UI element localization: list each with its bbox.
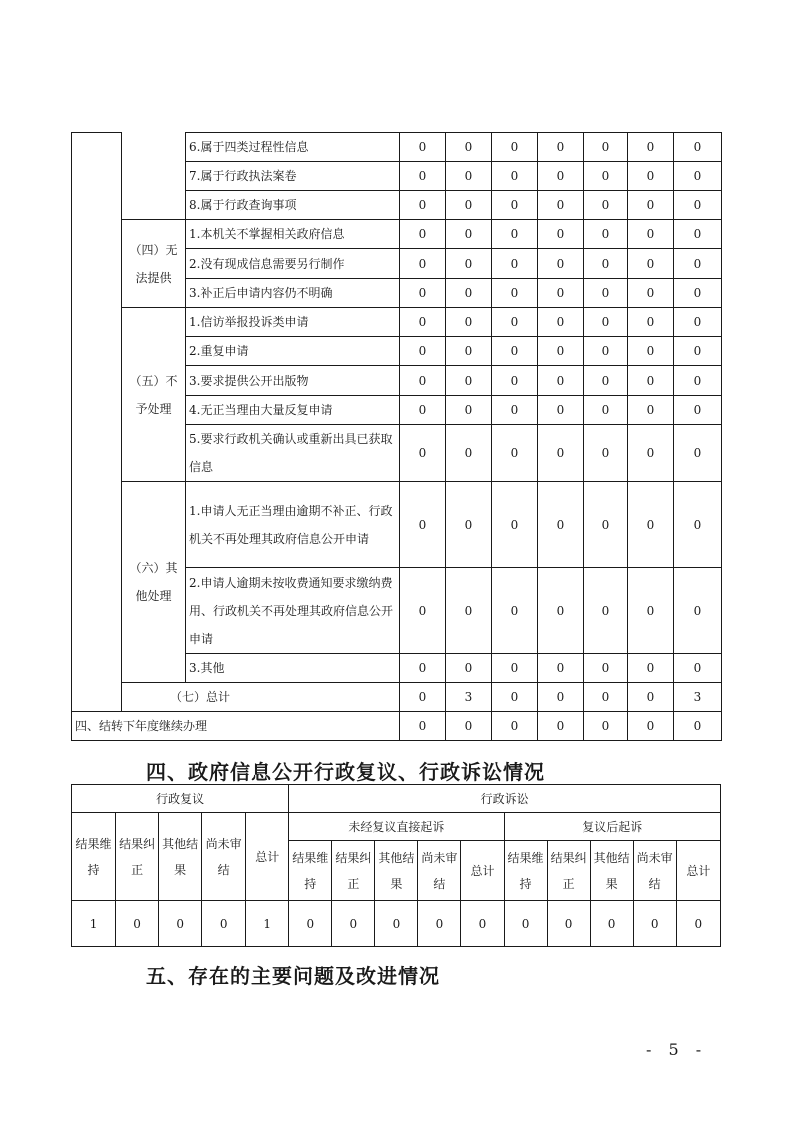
value-cell: 0 bbox=[584, 425, 628, 482]
review-col-label: 总计 bbox=[246, 813, 289, 901]
value-cell: 0 bbox=[584, 279, 628, 308]
value-cell: 0 bbox=[418, 901, 461, 947]
value-cell: 0 bbox=[628, 366, 674, 396]
value-cell: 0 bbox=[538, 712, 584, 741]
value-cell: 0 bbox=[446, 191, 492, 220]
value-cell: 0 bbox=[492, 712, 538, 741]
value-cell: 0 bbox=[584, 654, 628, 683]
value-cell: 0 bbox=[547, 901, 590, 947]
value-cell: 0 bbox=[202, 901, 246, 947]
value-cell: 0 bbox=[538, 654, 584, 683]
value-cell: 0 bbox=[400, 337, 446, 366]
total-label: （七）总计 bbox=[122, 683, 400, 712]
row-label: 2.没有现成信息需要另行制作 bbox=[186, 249, 400, 279]
value-cell: 0 bbox=[584, 337, 628, 366]
value-cell: 0 bbox=[492, 220, 538, 249]
value-cell: 0 bbox=[674, 396, 722, 425]
value-cell: 0 bbox=[538, 279, 584, 308]
value-cell: 0 bbox=[400, 308, 446, 337]
group-label: （六）其他处理 bbox=[122, 482, 186, 683]
value-cell: 0 bbox=[628, 482, 674, 568]
table-row bbox=[72, 133, 722, 162]
value-cell: 0 bbox=[628, 279, 674, 308]
litigation-col-label: 结果维持 bbox=[289, 841, 332, 901]
value-cell: 0 bbox=[674, 191, 722, 220]
value-cell: 0 bbox=[674, 220, 722, 249]
value-cell: 0 bbox=[446, 220, 492, 249]
value-cell: 0 bbox=[400, 425, 446, 482]
litigation-col-label: 其他结果 bbox=[590, 841, 633, 901]
value-cell: 0 bbox=[446, 396, 492, 425]
value-cell: 0 bbox=[590, 901, 633, 947]
value-cell: 0 bbox=[674, 279, 722, 308]
litigation-header: 行政诉讼 bbox=[289, 785, 721, 813]
value-cell: 0 bbox=[538, 366, 584, 396]
table-row bbox=[72, 220, 722, 249]
value-cell: 0 bbox=[674, 308, 722, 337]
value-cell: 0 bbox=[628, 425, 674, 482]
value-cell: 0 bbox=[538, 396, 584, 425]
value-cell: 0 bbox=[628, 337, 674, 366]
value-cell: 3 bbox=[446, 683, 492, 712]
row-label: 1.申请人无正当理由逾期不补正、行政机关不再处理其政府信息公开申请 bbox=[186, 482, 400, 568]
value-cell: 0 bbox=[628, 712, 674, 741]
value-cell: 0 bbox=[628, 249, 674, 279]
litigation-col-label: 总计 bbox=[676, 841, 720, 901]
review-col-label: 结果纠正 bbox=[116, 813, 159, 901]
value-cell: 1 bbox=[72, 901, 116, 947]
row-label: 3.补正后申请内容仍不明确 bbox=[186, 279, 400, 308]
value-cell: 0 bbox=[492, 308, 538, 337]
review-litigation-table bbox=[71, 784, 721, 947]
total-row bbox=[72, 683, 722, 712]
value-cell: 0 bbox=[674, 425, 722, 482]
carry-row bbox=[72, 712, 722, 741]
value-cell: 0 bbox=[628, 683, 674, 712]
value-cell: 0 bbox=[400, 396, 446, 425]
value-cell: 0 bbox=[375, 901, 418, 947]
value-cell: 0 bbox=[400, 482, 446, 568]
value-cell: 0 bbox=[446, 162, 492, 191]
value-cell: 0 bbox=[400, 279, 446, 308]
after-header: 复议后起诉 bbox=[504, 813, 721, 841]
value-cell: 0 bbox=[492, 249, 538, 279]
value-cell: 0 bbox=[492, 396, 538, 425]
value-cell: 0 bbox=[400, 683, 446, 712]
row-label: 4.无正当理由大量反复申请 bbox=[186, 396, 400, 425]
value-cell: 0 bbox=[492, 482, 538, 568]
value-cell: 0 bbox=[492, 162, 538, 191]
value-cell: 0 bbox=[400, 712, 446, 741]
value-cell: 0 bbox=[538, 249, 584, 279]
value-cell: 0 bbox=[584, 396, 628, 425]
value-cell: 0 bbox=[584, 482, 628, 568]
review-col-label: 尚未审结 bbox=[202, 813, 246, 901]
row-label: 5.要求行政机关确认或重新出具已获取信息 bbox=[186, 425, 400, 482]
value-cell: 0 bbox=[538, 568, 584, 654]
value-cell: 0 bbox=[446, 366, 492, 396]
section-5-heading: 五、存在的主要问题及改进情况 bbox=[146, 964, 440, 988]
value-cell: 0 bbox=[400, 191, 446, 220]
value-cell: 0 bbox=[674, 366, 722, 396]
review-col-label: 结果维持 bbox=[72, 813, 116, 901]
value-cell: 0 bbox=[538, 482, 584, 568]
group-label: （四）无法提供 bbox=[122, 220, 186, 308]
row-label: 8.属于行政查询事项 bbox=[186, 191, 400, 220]
value-cell: 0 bbox=[446, 133, 492, 162]
value-cell: 0 bbox=[584, 308, 628, 337]
row-label: 3.要求提供公开出版物 bbox=[186, 366, 400, 396]
value-cell: 0 bbox=[538, 133, 584, 162]
value-cell: 0 bbox=[584, 133, 628, 162]
review-header: 行政复议 bbox=[72, 785, 289, 813]
value-cell: 0 bbox=[628, 133, 674, 162]
value-cell: 0 bbox=[492, 654, 538, 683]
row-label: 2.申请人逾期未按收费通知要求缴纳费用、行政机关不再处理其政府信息公开申请 bbox=[186, 568, 400, 654]
table-row bbox=[72, 482, 722, 568]
value-cell: 0 bbox=[628, 396, 674, 425]
value-cell: 0 bbox=[504, 901, 547, 947]
disposal-table bbox=[71, 132, 722, 741]
value-cell: 0 bbox=[400, 654, 446, 683]
row-label: 3.其他 bbox=[186, 654, 400, 683]
value-cell: 0 bbox=[332, 901, 375, 947]
value-cell: 0 bbox=[538, 337, 584, 366]
value-cell: 0 bbox=[492, 133, 538, 162]
section-4-heading: 四、政府信息公开行政复议、行政诉讼情况 bbox=[146, 760, 545, 784]
value-cell: 0 bbox=[628, 654, 674, 683]
value-cell: 0 bbox=[446, 249, 492, 279]
value-cell: 3 bbox=[674, 683, 722, 712]
value-cell: 0 bbox=[674, 482, 722, 568]
value-cell: 0 bbox=[628, 568, 674, 654]
value-cell: 0 bbox=[674, 654, 722, 683]
row-label: 6.属于四类过程性信息 bbox=[186, 133, 400, 162]
value-cell: 0 bbox=[116, 901, 159, 947]
value-cell: 0 bbox=[538, 308, 584, 337]
value-cell: 0 bbox=[633, 901, 676, 947]
value-cell: 0 bbox=[492, 279, 538, 308]
value-cell: 0 bbox=[628, 220, 674, 249]
carry-label: 四、结转下年度继续办理 bbox=[72, 712, 400, 741]
value-cell: 0 bbox=[628, 308, 674, 337]
litigation-col-label: 尚未审结 bbox=[418, 841, 461, 901]
value-cell: 0 bbox=[538, 425, 584, 482]
litigation-col-label: 结果纠正 bbox=[547, 841, 590, 901]
value-cell: 0 bbox=[584, 712, 628, 741]
value-cell: 0 bbox=[584, 568, 628, 654]
review-col-label: 其他结果 bbox=[159, 813, 202, 901]
value-cell: 0 bbox=[446, 482, 492, 568]
page-number: - 5 - bbox=[646, 1040, 708, 1059]
group-cell bbox=[122, 133, 186, 220]
value-cell: 0 bbox=[492, 191, 538, 220]
value-cell: 0 bbox=[446, 279, 492, 308]
value-cell: 0 bbox=[446, 568, 492, 654]
value-cell: 0 bbox=[674, 249, 722, 279]
value-cell: 0 bbox=[584, 683, 628, 712]
value-cell: 0 bbox=[446, 712, 492, 741]
value-cell: 0 bbox=[400, 568, 446, 654]
litigation-col-label: 结果维持 bbox=[504, 841, 547, 901]
value-cell: 0 bbox=[400, 366, 446, 396]
value-cell: 0 bbox=[538, 191, 584, 220]
value-cell: 0 bbox=[492, 337, 538, 366]
value-cell: 0 bbox=[492, 568, 538, 654]
value-cell: 0 bbox=[400, 133, 446, 162]
litigation-col-label: 结果纠正 bbox=[332, 841, 375, 901]
value-cell: 0 bbox=[674, 162, 722, 191]
row-label: 1.本机关不掌握相关政府信息 bbox=[186, 220, 400, 249]
value-cell: 0 bbox=[492, 366, 538, 396]
outer-group-cell bbox=[72, 133, 122, 712]
value-cell: 0 bbox=[584, 366, 628, 396]
group-label: （五）不予处理 bbox=[122, 308, 186, 482]
value-cell: 0 bbox=[584, 191, 628, 220]
table-row bbox=[72, 308, 722, 337]
litigation-col-label: 总计 bbox=[461, 841, 504, 901]
value-cell: 0 bbox=[400, 162, 446, 191]
direct-header: 未经复议直接起诉 bbox=[289, 813, 504, 841]
value-cell: 0 bbox=[538, 162, 584, 191]
value-cell: 0 bbox=[674, 133, 722, 162]
row-label: 2.重复申请 bbox=[186, 337, 400, 366]
row-label: 7.属于行政执法案卷 bbox=[186, 162, 400, 191]
value-cell: 0 bbox=[628, 191, 674, 220]
value-cell: 0 bbox=[400, 220, 446, 249]
value-cell: 0 bbox=[446, 654, 492, 683]
value-cell: 0 bbox=[446, 425, 492, 482]
value-cell: 0 bbox=[674, 337, 722, 366]
value-cell: 0 bbox=[159, 901, 202, 947]
value-cell: 0 bbox=[584, 249, 628, 279]
value-cell: 0 bbox=[400, 249, 446, 279]
value-cell: 0 bbox=[676, 901, 720, 947]
value-cell: 0 bbox=[492, 683, 538, 712]
value-cell: 0 bbox=[289, 901, 332, 947]
value-cell: 1 bbox=[246, 901, 289, 947]
value-cell: 0 bbox=[538, 683, 584, 712]
litigation-col-label: 其他结果 bbox=[375, 841, 418, 901]
value-cell: 0 bbox=[446, 337, 492, 366]
value-cell: 0 bbox=[584, 220, 628, 249]
value-cell: 0 bbox=[628, 162, 674, 191]
value-cell: 0 bbox=[538, 220, 584, 249]
value-cell: 0 bbox=[446, 308, 492, 337]
row-label: 1.信访举报投诉类申请 bbox=[186, 308, 400, 337]
value-cell: 0 bbox=[674, 568, 722, 654]
value-cell: 0 bbox=[674, 712, 722, 741]
value-cell: 0 bbox=[461, 901, 504, 947]
value-cell: 0 bbox=[584, 162, 628, 191]
litigation-col-label: 尚未审结 bbox=[633, 841, 676, 901]
value-cell: 0 bbox=[492, 425, 538, 482]
